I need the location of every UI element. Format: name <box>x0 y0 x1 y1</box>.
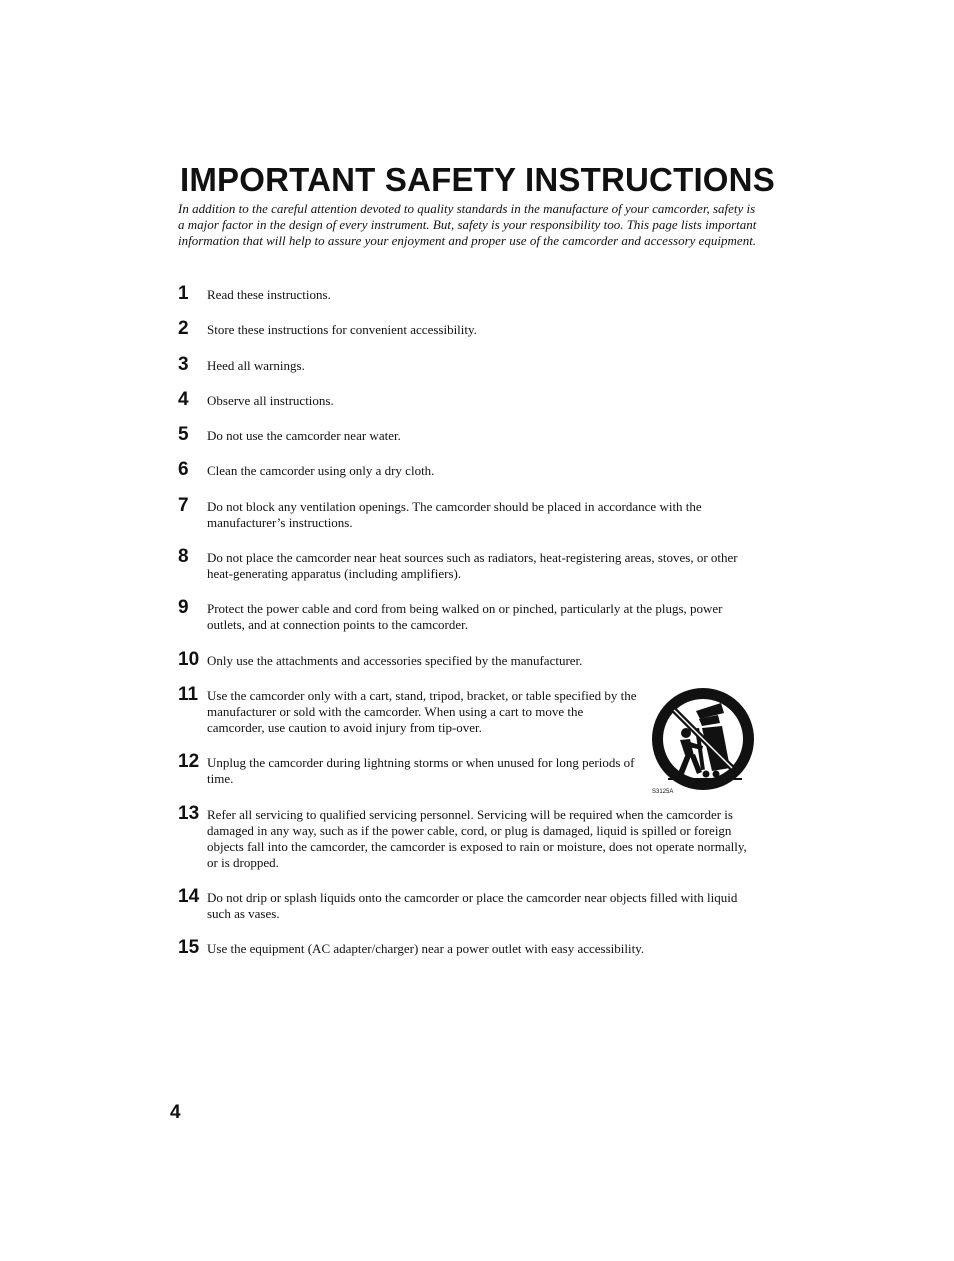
item-text: Unplug the camcorder during lightning storms or when unused for long periods of time. <box>207 755 635 786</box>
page-title: IMPORTANT SAFETY INSTRUCTIONS <box>180 161 775 198</box>
item-number: 1 <box>178 283 189 304</box>
item-number: 14 <box>178 886 200 907</box>
item-text: Use the camcorder only with a cart, stand, tripod, bracket, or table specified by the manufacturer or sold with the camcorder. When using a cart to move the camcorder, use caution to avoid injury from tip-over. <box>207 688 637 735</box>
list-item <box>178 937 753 958</box>
item-number: 13 <box>178 803 200 824</box>
item-text: Use the equipment (AC adapter/charger) near a power outlet with easy accessibility. <box>207 941 645 956</box>
item-text: Clean the camcorder using only a dry cloth. <box>207 463 435 478</box>
list-item <box>178 886 753 922</box>
item-text: Do not place the camcorder near heat sources such as radiators, heat-registering areas, stoves, or other heat-generating apparatus (including amplifiers). <box>207 550 738 581</box>
item-number: 10 <box>178 649 200 670</box>
list-item <box>178 495 753 531</box>
list-item <box>178 318 753 339</box>
list-item <box>178 283 753 304</box>
intro-paragraph: In addition to the careful attention devoted to quality standards in the manufacture of your camcorder, safety is a major factor in the design of every instrument. But, safety is your responsibility too. This page lists important information that will help to assure your enjoyment and proper use of the camcorder and accessory equipment. <box>178 201 757 248</box>
list-item <box>178 459 753 480</box>
list-item <box>178 649 753 670</box>
item-text: Protect the power cable and cord from being walked on or pinched, particularly at the plugs, power outlets, and at connection points to the camcorder. <box>207 601 723 632</box>
list-item <box>178 546 753 582</box>
page-number: 4 <box>170 1102 181 1123</box>
item-number: 6 <box>178 459 189 480</box>
item-number: 8 <box>178 546 189 567</box>
list-item <box>178 597 753 633</box>
item-number: 3 <box>178 354 189 375</box>
list-item <box>178 389 753 410</box>
item-text: Only use the attachments and accessories specified by the manufacturer. <box>207 653 583 668</box>
item-text: Read these instructions. <box>207 287 331 302</box>
list-item <box>178 354 753 375</box>
item-text: Refer all servicing to qualified servicing personnel. Servicing will be required when the camcorder is damaged in any way, such as if the power cable, cord, or plug is damaged, liquid is spilled or foreign objects fall into the camcorder, the camcorder is exposed to rain or moisture, does not operate normally, or is dropped. <box>207 807 747 870</box>
item-text: Store these instructions for convenient accessibility. <box>207 322 477 337</box>
list-item <box>178 424 753 445</box>
list-item <box>178 684 638 736</box>
item-number: 9 <box>178 597 189 618</box>
warning-icon-code: S3125A <box>652 789 674 795</box>
item-number: 7 <box>178 495 189 516</box>
item-number: 5 <box>178 424 189 445</box>
list-item <box>178 803 753 871</box>
item-number: 12 <box>178 751 200 772</box>
item-number: 2 <box>178 318 189 339</box>
cart-tip-over-warning-icon <box>650 686 760 796</box>
item-text: Do not use the camcorder near water. <box>207 428 401 443</box>
item-number: 11 <box>178 684 199 705</box>
item-text: Do not drip or splash liquids onto the camcorder or place the camcorder near objects filled with liquid such as vases. <box>207 890 738 921</box>
item-number: 15 <box>178 937 200 958</box>
list-item <box>178 751 638 787</box>
item-text: Heed all warnings. <box>207 358 305 373</box>
item-text: Observe all instructions. <box>207 393 334 408</box>
item-number: 4 <box>178 389 189 410</box>
item-text: Do not block any ventilation openings. The camcorder should be placed in accordance with the manufacturer’s instructions. <box>207 499 702 530</box>
